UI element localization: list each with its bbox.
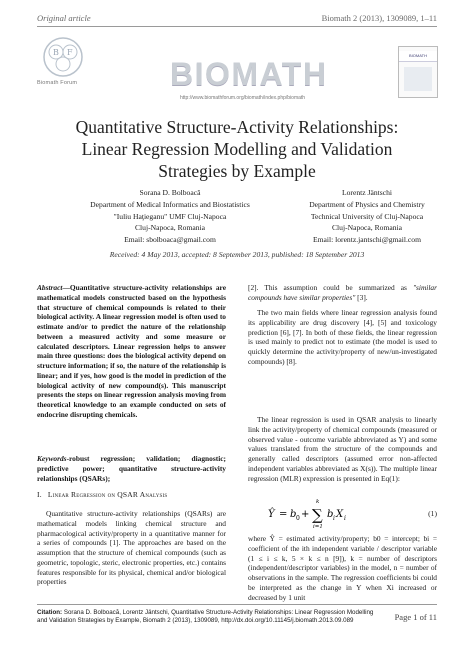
cover-title: BIOMATH — [399, 51, 437, 62]
author-name: Sorana D. Bolboacă — [139, 188, 201, 197]
abstract — [37, 283, 226, 420]
svg-text:=: = — [279, 509, 288, 520]
svg-text:k: k — [316, 499, 320, 505]
keywords — [37, 454, 226, 483]
author-email[interactable]: Email: lorentz.jantschi@gmail.com — [312, 235, 421, 245]
svg-text:b: b — [327, 509, 334, 520]
author-name: Lorentz Jäntschi — [342, 188, 392, 197]
abstract-text: —Quantitative structure-activity relationships are mathematical models constructed based on the hypothesis that structure of chemical compounds is related to their biological activity. A linear regression model is often used to estimate and/or to predict the nature of the relationship between a measured activity and some measure or calculated descriptors. Linear regression helps to answer main three questions: does the biological activity depend on structure information; if so, the nature of the relationship is linear; and if yes, how good is the model in prediction of the biological activity of new compound(s). This manuscript presents the steps on linear regression analysis moving from theoretical knowledge to an example conducted on sets of endocrine disrupting chemicals. — [37, 283, 226, 419]
equation-number: (1) — [428, 509, 437, 518]
keywords-text: -robust regression; validation; diagnostic; predictive power; quantitative structure-activity relationships (QSARs); — [37, 454, 226, 483]
author-block-2 — [272, 187, 462, 246]
journal-cover-thumbnail — [398, 46, 438, 98]
svg-text:Ŷ: Ŷ — [268, 509, 275, 520]
section-title: Linear Regression on QSAR Analysis — [47, 490, 168, 499]
biomath-forum-logo-icon — [42, 36, 84, 78]
right-paragraph-2: The two main fields where linear regression analysis found its applicability are drug discovery [4], [5] and toxicology prediction [6], [7]. In both of these fields, the linear regression is used mainly to predict not to estimate (the model is used to quickly determine the activity/property of new/un-investigated compounds) [8]. — [248, 308, 437, 366]
svg-text:∑: ∑ — [312, 506, 323, 524]
title-line: Strategies by Example — [158, 161, 316, 181]
paragraph-text: [2]. This assumption could be summarized as — [248, 283, 413, 292]
paper-title — [37, 116, 437, 182]
cover-graphic — [404, 67, 432, 91]
intro-paragraph: Quantitative structure-activity relationships (QSARs) are mathematical models linking chemical structure and pharmacological activity/property in a quantitative manner for a series of compounds [1]. The approaches are based on the assumption that the structure of chemical compounds (such as geometric, topologic, steric, electronic properties, etc.) contains features responsible for its physical, chemical and/or biological properties — [37, 509, 226, 587]
title-line: Linear Regression Modelling and Validation — [81, 139, 393, 159]
svg-text:F: F — [67, 48, 73, 57]
author-affiliation: Cluj-Napoca, Romania — [134, 223, 205, 233]
forum-label: Biomath Forum — [37, 80, 78, 86]
citation-text: Sorana D. Bolboacă, Lorentz Jäntschi, Quantitative Structure-Activity Relationships: Linear Regression Modelling and Validation Strategies by Example, Biomath 2 (2013), 1309089, http://dx.doi.org/10.11145/j.biomath.2013.09.089 — [37, 609, 374, 625]
svg-text:X: X — [336, 509, 344, 520]
author-block-1 — [70, 187, 270, 246]
author-affiliation: "Iuliu Haţieganu" UMF Cluj-Napoca — [113, 211, 227, 221]
right-paragraph-1 — [248, 283, 437, 303]
author-affiliation: Department of Medical Informatics and Biostatistics — [90, 199, 250, 209]
author-affiliation: Technical University of Cluj-Napoca — [310, 211, 424, 221]
svg-text:i=1: i=1 — [313, 524, 323, 530]
author-affiliation: Cluj-Napoca, Romania — [331, 223, 402, 233]
journal-reference: Biomath 2 (2013), 1309089, 1–11 — [321, 13, 437, 23]
section-number: I. — [37, 490, 42, 499]
svg-text:+: + — [301, 509, 310, 520]
right-paragraph-4: where Ŷ = estimated activity/property; b0 = intercept; bi = coefficient of the ith independent variable / descriptor variable (1 ≤ i ≤ k, 5 × k ≤ n [9]), k = number of descriptors (independent/descriptor variables) in the model, n = number of observations in the sample. The regression coefficients bi could be interpreted as the change in Y when Xi increased or decreased by 1 unit — [248, 534, 437, 602]
biomath-logo: BIOMATH — [170, 56, 328, 92]
citation — [37, 609, 377, 626]
regression-equation — [268, 496, 418, 530]
quote-text: "similar compounds have similar properties" — [248, 283, 437, 302]
journal-url[interactable]: http://www.biomathforum.org/biomath/index.php/biomath — [180, 95, 306, 101]
svg-text:i: i — [344, 515, 346, 522]
abstract-label: Abstract — [37, 283, 63, 292]
footer-rule — [37, 604, 437, 605]
svg-text:b: b — [290, 509, 297, 520]
received-dates: Received: 4 May 2013, accepted: 8 September 2013, published: 18 September 2013 — [109, 250, 365, 259]
header-rule — [37, 26, 437, 27]
paragraph-text: [3]. — [355, 292, 368, 302]
article-type-label: Original article — [37, 13, 91, 23]
page-number: Page 1 of 11 — [394, 612, 437, 622]
equation-1 — [248, 496, 437, 530]
citation-label: Citation: — [37, 609, 63, 616]
title-line: Quantitative Structure-Activity Relationships: — [75, 117, 399, 137]
keywords-label: Keywords — [37, 454, 67, 463]
author-email[interactable]: Email: sbolboaca@gmail.com — [124, 235, 216, 245]
svg-text:B: B — [53, 48, 59, 57]
svg-text:i: i — [333, 515, 335, 522]
section-heading — [37, 490, 167, 499]
right-paragraph-3: The linear regression is used in QSAR analysis to linearly link the activity/property of chemical compounds (measured or observed value - outcome variable abbreviated as Y) and some values translated from the structure of the compounds and generally called descriptors (assumed error non-affected independent variables abbreviated as X(s)). The multiple linear regression (MLR) expression is presented in Eq(1): — [248, 415, 437, 483]
svg-text:0: 0 — [296, 515, 300, 522]
author-affiliation: Department of Physics and Chemistry — [309, 199, 425, 209]
